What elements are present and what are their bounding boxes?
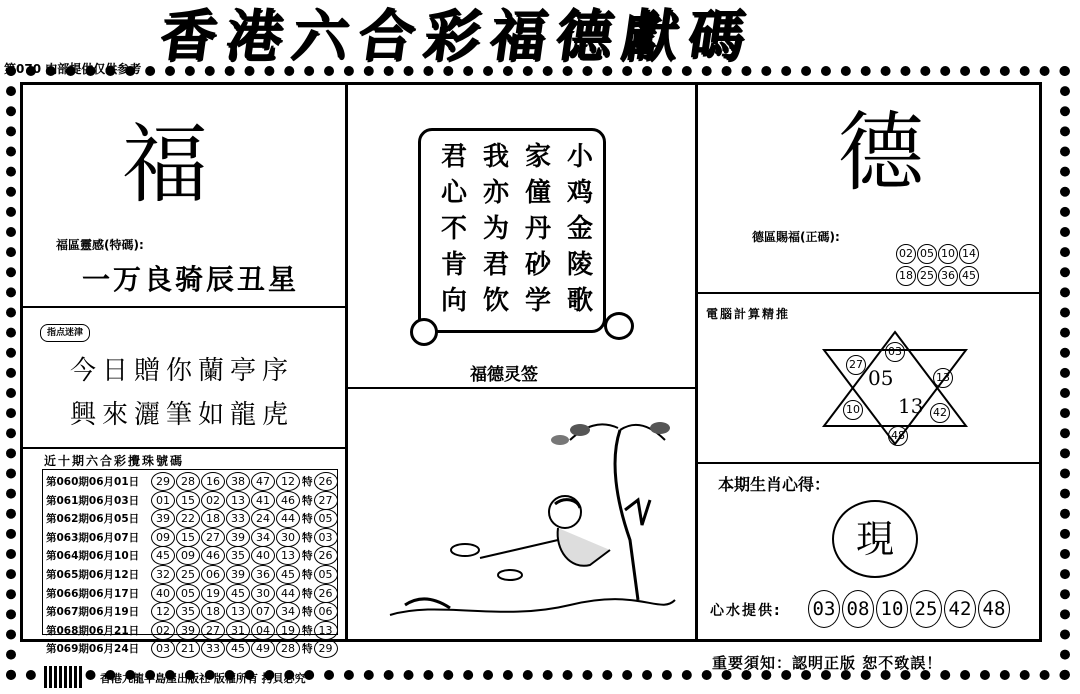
history-number-ball: 19 — [201, 584, 225, 603]
history-row-label: 第060期06月01日 — [46, 476, 140, 488]
footer-notice: 重要須知：認明正版 恕不致誤！ — [712, 654, 943, 672]
history-row-label: 第063期06月07日 — [46, 531, 140, 544]
cartoon-illustration — [380, 400, 680, 630]
history-number-ball: 25 — [176, 565, 200, 584]
special-label: 特 — [302, 476, 313, 488]
history-number-ball: 30 — [276, 528, 300, 547]
history-row — [46, 639, 334, 658]
tips-badge: 指点迷津 — [40, 324, 90, 342]
history-row — [46, 584, 334, 603]
history-number-ball: 39 — [226, 528, 250, 547]
special-label: 特 — [302, 606, 313, 619]
history-number-ball: 44 — [276, 584, 300, 603]
de-numbers — [896, 242, 988, 286]
history-number-ball: 46 — [201, 546, 225, 565]
special-label: 特 — [302, 513, 313, 526]
special-number-ball: 13 — [314, 621, 338, 640]
history-row-label: 第062期06月05日 — [46, 513, 140, 526]
history-row — [46, 546, 334, 565]
special-label: 特 — [302, 587, 313, 600]
scroll-roll-right — [604, 312, 634, 340]
history-number-ball: 15 — [176, 528, 200, 547]
de-number-ball: 45 — [959, 266, 979, 286]
heart-number-ball: 10 — [876, 590, 908, 628]
history-number-ball: 12 — [151, 602, 175, 621]
special-number-ball: 26 — [314, 584, 338, 603]
star-num-center-left: 05 — [868, 366, 894, 390]
history-number-ball: 45 — [226, 584, 250, 603]
history-number-ball: 05 — [176, 584, 200, 603]
barcode-icon — [44, 666, 84, 688]
de-number-ball: 36 — [938, 266, 958, 286]
history-row-label: 第067期06月19日 — [46, 606, 140, 619]
zodiac-label: 本期生肖心得： — [718, 475, 831, 494]
de-number-ball: 02 — [896, 244, 916, 264]
page-title: 香港六合彩福德獻碼 — [155, 3, 759, 69]
heart-number-ball: 42 — [944, 590, 976, 628]
special-label: 特 — [302, 550, 313, 563]
special-number-ball: 29 — [314, 639, 338, 658]
divider-right — [695, 84, 698, 639]
history-row — [46, 621, 334, 640]
scroll-column-3: 我亦为君饮 — [482, 142, 509, 316]
tips-line-1: 今日贈你蘭亭序 — [70, 356, 295, 386]
history-number-ball: 18 — [201, 509, 225, 528]
computer-label: 電腦計算精推 — [706, 307, 791, 321]
heart-label: 心水提供: — [710, 603, 782, 619]
history-row — [46, 565, 334, 584]
history-number-ball: 13 — [226, 491, 250, 510]
special-number-ball: 03 — [314, 528, 338, 547]
star-num-center-right: 13 — [898, 394, 924, 418]
history-number-ball: 19 — [276, 621, 300, 640]
de-number-ball: 14 — [959, 244, 979, 264]
history-number-ball: 13 — [226, 602, 250, 621]
special-number-ball: 26 — [314, 472, 338, 491]
scroll-roll-left — [410, 318, 438, 346]
history-row-label: 第068期06月21日 — [46, 624, 140, 637]
scroll-column-2: 家僮丹砂学 — [524, 142, 551, 316]
de-number-ball: 05 — [917, 244, 937, 264]
history-number-ball: 45 — [151, 546, 175, 565]
history-row — [46, 528, 334, 547]
history-number-ball: 12 — [276, 472, 300, 491]
history-number-ball: 44 — [276, 509, 300, 528]
fu-character: 福 — [122, 115, 208, 215]
divider-left-1 — [22, 306, 347, 308]
special-number-ball: 06 — [314, 602, 338, 621]
divider-right-2 — [696, 462, 1040, 464]
history-number-ball: 45 — [226, 639, 250, 658]
zodiac-character: 現 — [832, 500, 918, 578]
history-number-ball: 01 — [151, 491, 175, 510]
history-number-ball: 41 — [251, 491, 275, 510]
history-number-ball: 16 — [201, 472, 225, 491]
history-number-ball: 40 — [151, 584, 175, 603]
de-character: 德 — [838, 103, 924, 203]
history-rows — [46, 472, 334, 658]
history-number-ball: 30 — [251, 584, 275, 603]
heart-numbers — [808, 590, 1012, 628]
history-number-ball: 02 — [151, 621, 175, 640]
divider-right-1 — [696, 292, 1040, 294]
star-num-bottom: 48 — [888, 424, 909, 446]
poem-scroll — [418, 128, 606, 333]
history-number-ball: 35 — [176, 602, 200, 621]
history-number-ball: 09 — [176, 546, 200, 565]
special-label: 特 — [302, 643, 313, 656]
history-number-ball: 18 — [201, 602, 225, 621]
heart-number-ball: 08 — [842, 590, 874, 628]
special-label: 特 — [302, 568, 313, 581]
star-num-upper-left: 27 — [846, 353, 867, 375]
history-number-ball: 28 — [176, 472, 200, 491]
fu-animals: 一万良骑辰丑星 — [82, 263, 300, 296]
history-number-ball: 36 — [251, 565, 275, 584]
history-number-ball: 49 — [251, 639, 275, 658]
history-row — [46, 509, 334, 528]
scroll-column-4: 君心不肯向 — [440, 142, 467, 316]
special-number-ball: 27 — [314, 491, 338, 510]
divider-left-2 — [22, 447, 347, 449]
history-number-ball: 27 — [201, 528, 225, 547]
tips-line-2: 興來灑筆如龍虎 — [70, 400, 295, 430]
de-number-ball: 18 — [896, 266, 916, 286]
special-number-ball: 05 — [314, 565, 338, 584]
history-number-ball: 07 — [251, 602, 275, 621]
heart-number-ball: 25 — [910, 590, 942, 628]
de-number-ball: 25 — [917, 266, 937, 286]
history-title: 近十期六合彩攪珠號碼 — [44, 454, 185, 468]
special-number-ball: 26 — [314, 546, 338, 565]
star-num-top: 03 — [885, 340, 906, 362]
history-row — [46, 472, 334, 491]
history-row-label: 第064期06月10日 — [46, 550, 140, 563]
de-number-ball: 10 — [938, 244, 958, 264]
fu-label: 福區靈感(特碼): — [56, 238, 144, 252]
history-number-ball: 02 — [201, 491, 225, 510]
history-table — [42, 469, 338, 656]
history-number-ball: 33 — [226, 509, 250, 528]
issue-note: 第070 内部提供仅供参考 — [4, 62, 142, 76]
scroll-column-1: 小鸡金陵歌 — [566, 142, 593, 316]
history-number-ball: 04 — [251, 621, 275, 640]
history-number-ball: 46 — [276, 491, 300, 510]
history-number-ball: 32 — [151, 565, 175, 584]
de-label: 德區賜福(正碼): — [752, 230, 840, 244]
history-number-ball: 09 — [151, 528, 175, 547]
divider-left — [345, 84, 348, 639]
history-number-ball: 06 — [201, 565, 225, 584]
history-number-ball: 39 — [176, 621, 200, 640]
history-number-ball: 13 — [276, 546, 300, 565]
star-num-upper-right: 13 — [933, 366, 954, 388]
history-number-ball: 33 — [201, 639, 225, 658]
history-row — [46, 491, 334, 510]
footer-publisher: 香港九龍半島屋出版社 版權所有 拷貝必究 — [100, 672, 306, 685]
divider-mid — [346, 387, 696, 389]
special-label: 特 — [302, 624, 313, 637]
history-number-ball: 34 — [251, 528, 275, 547]
de-balls — [896, 242, 988, 286]
heart-balls — [808, 590, 1012, 628]
scroll-caption: 福德灵签 — [470, 365, 538, 385]
history-number-ball: 34 — [276, 602, 300, 621]
history-number-ball: 15 — [176, 491, 200, 510]
star-num-lower-right: 42 — [930, 401, 951, 423]
heart-number-ball: 48 — [978, 590, 1010, 628]
history-number-ball: 38 — [226, 472, 250, 491]
history-number-ball: 27 — [201, 621, 225, 640]
history-number-ball: 24 — [251, 509, 275, 528]
history-number-ball: 28 — [276, 639, 300, 658]
history-number-ball: 03 — [151, 639, 175, 658]
heart-number-ball: 03 — [808, 590, 840, 628]
history-number-ball: 47 — [251, 472, 275, 491]
history-number-ball: 21 — [176, 639, 200, 658]
history-row-label: 第066期06月17日 — [46, 587, 140, 600]
history-row — [46, 602, 334, 621]
history-number-ball: 22 — [176, 509, 200, 528]
history-row-label: 第069期06月24日 — [46, 643, 140, 656]
special-number-ball: 05 — [314, 509, 338, 528]
history-number-ball: 31 — [226, 621, 250, 640]
star-num-lower-left: 10 — [843, 398, 864, 420]
history-number-ball: 39 — [151, 509, 175, 528]
history-number-ball: 35 — [226, 546, 250, 565]
history-number-ball: 40 — [251, 546, 275, 565]
history-row-label: 第061期06月03日 — [46, 494, 140, 507]
special-label: 特 — [302, 531, 313, 544]
special-label: 特 — [302, 494, 313, 507]
history-number-ball: 29 — [151, 472, 175, 491]
history-number-ball: 45 — [276, 565, 300, 584]
history-number-ball: 39 — [226, 565, 250, 584]
history-row-label: 第065期06月12日 — [46, 568, 140, 581]
